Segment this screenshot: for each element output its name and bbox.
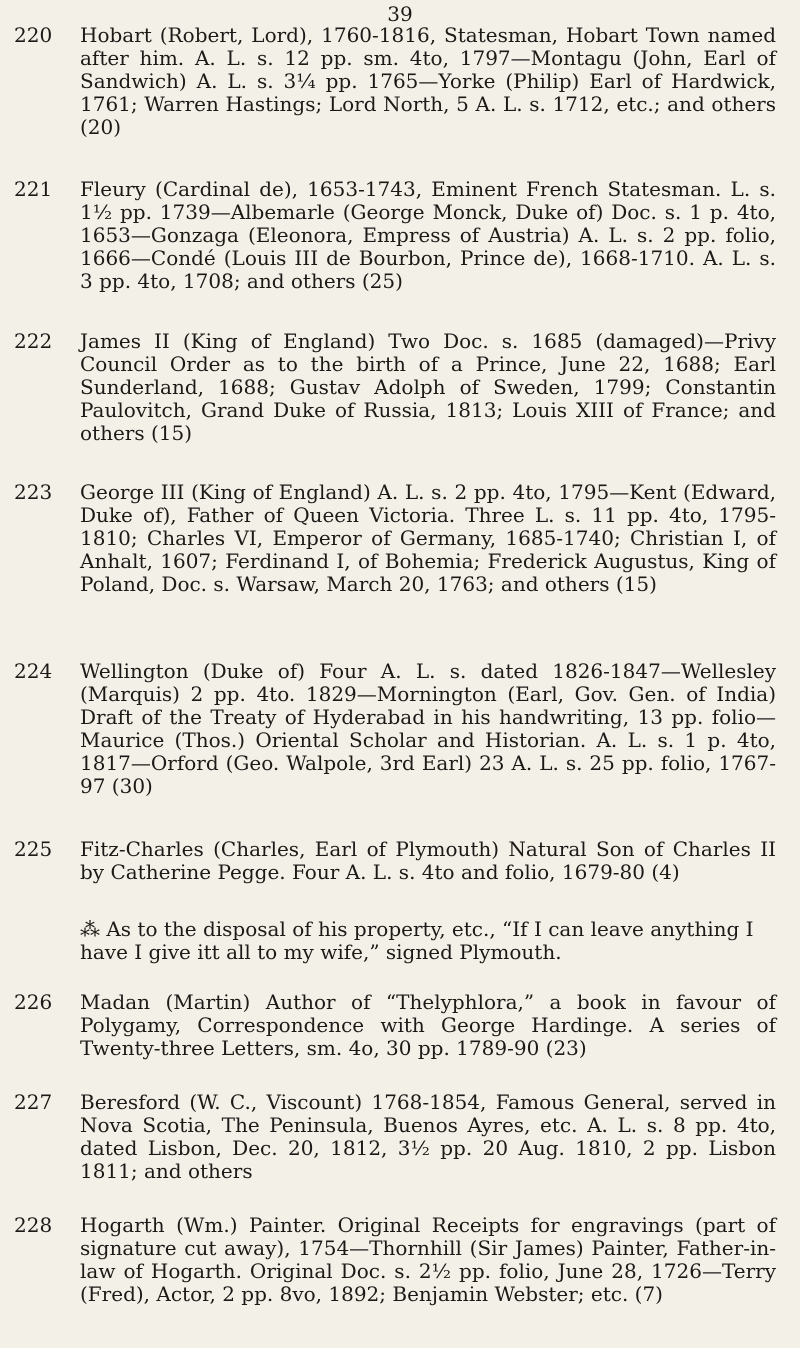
lot-description: Fleury (Cardinal de), 1653-1743, Eminent French Statesman. L. s. 1½ pp. 1739—Albemarle (George Monck, Duke of) Doc. s. 1 p. 4to, 1653—Gonzaga (Eleonora, Empress of Austria) A. L. s. 2 pp. folio, 1666—Condé (Louis III de Bourbon, Prince de), 1668-1710. A. L. s. 3 pp. 4to, 1708; and others (25) [80, 177, 776, 293]
lot-number: 224 [14, 659, 53, 683]
lot-number: 222 [14, 329, 53, 353]
lot-number: 228 [14, 1213, 53, 1237]
lot-number: 220 [14, 23, 53, 47]
lot-number: 225 [14, 837, 53, 861]
lot-number: 223 [14, 480, 53, 504]
lot-description: Wellington (Duke of) Four A. L. s. dated 1826-1847—Wellesley (Marquis) 2 pp. 4to. 1829—Mornington (Earl, Gov. Gen. of India) Draft of the Treaty of Hyderabad in his handwriting, 13 pp. folio—Maurice (Thos.) Oriental Scholar and Historian. A. L. s. 1 p. 4to, 1817—Orford (Geo. Walpole, 3rd Earl) 23 A. L. s. 25 pp. folio, 1767-97 (30) [80, 659, 776, 798]
lot-number: 221 [14, 177, 53, 201]
lot-description: Fitz-Charles (Charles, Earl of Plymouth) Natural Son of Charles II by Catherine Pegge. Four A. L. s. 4to and folio, 1679-80 (4) [80, 837, 776, 884]
lot-number: 226 [14, 990, 53, 1014]
lot-description: Beresford (W. C., Viscount) 1768-1854, Famous General, served in Nova Scotia, The Peninsula, Buenos Ayres, etc. A. L. s. 8 pp. 4to, dated Lisbon, Dec. 20, 1812, 3½ pp. 20 Aug. 1810, 2 pp. Lisbon 1811; and others [80, 1090, 776, 1183]
lot-description: Hogarth (Wm.) Painter. Original Receipts for engravings (part of signature cut away), 1754—Thornhill (Sir James) Painter, Father-in-law of Hogarth. Original Doc. s. 2½ pp. folio, June 28, 1726—Terry (Fred), Actor, 2 pp. 8vo, 1892; Benjamin Webster; etc. (7) [80, 1213, 776, 1306]
lot-description: Hobart (Robert, Lord), 1760-1816, Statesman, Hobart Town named after him. A. L. s. 12 pp. sm. 4to, 1797—Montagu (John, Earl of Sandwich) A. L. s. 3¼ pp. 1765—Yorke (Philip) Earl of Hardwick, 1761; Warren Hastings; Lord North, 5 A. L. s. 1712, etc.; and others (20) [80, 23, 776, 139]
lot-description: George III (King of England) A. L. s. 2 pp. 4to, 1795—Kent (Edward, Duke of), Father of Queen Victoria. Three L. s. 11 pp. 4to, 1795-1810; Charles VI, Emperor of Germany, 1685-1740; Christian I, of Anhalt, 1607; Ferdinand I, of Bohemia; Frederick Augustus, King of Poland, Doc. s. Warsaw, March 20, 1763; and others (15) [80, 480, 776, 596]
page-number: 39 [387, 2, 413, 26]
lot-description: Madan (Martin) Author of “Thelyphlora,” a book in favour of Polygamy, Correspondence with George Hardinge. A series of Twenty-three Letters, sm. 4o, 30 pp. 1789-90 (23) [80, 990, 776, 1060]
lot-description: James II (King of England) Two Doc. s. 1685 (damaged)—Privy Council Order as to the birth of a Prince, June 22, 1688; Earl Sunderland, 1688; Gustav Adolph of Sweden, 1799; Constantin Paulovitch, Grand Duke of Russia, 1813; Louis XIII of France; and others (15) [80, 329, 776, 445]
lot-number: 227 [14, 1090, 53, 1114]
lot-note: ⁂ As to the disposal of his property, etc., “If I can leave anything I have I give itt all to my wife,” signed Plymouth. [80, 917, 754, 964]
